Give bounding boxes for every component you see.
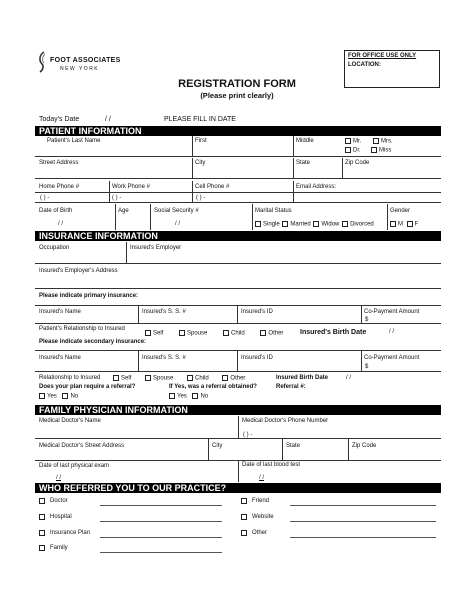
referral-obtained-question: If Yes, was a referral obtained? <box>169 384 257 390</box>
referred-hospital-label: Hospital <box>50 514 72 520</box>
first-name-label: First <box>195 138 207 144</box>
spouse-label: Spouse <box>187 330 208 337</box>
title-dr[interactable] <box>345 147 361 155</box>
last-blood-label: Date of last blood test <box>242 462 301 468</box>
divorced-checkbox[interactable] <box>342 221 348 227</box>
referred-family-label: Family <box>50 545 68 551</box>
copay-label: Co-Payment Amount <box>364 309 420 315</box>
doctor-checkbox[interactable] <box>39 498 45 504</box>
single-label: Single <box>263 221 280 228</box>
self-checkbox[interactable] <box>145 330 151 336</box>
spouse-2-label: Spouse <box>153 375 174 382</box>
title-miss[interactable] <box>371 147 391 155</box>
form-title: REGISTRATION FORM <box>178 78 296 90</box>
city-label: City <box>195 160 206 166</box>
secondary-insurance-label: Please indicate secondary insurance: <box>39 339 147 345</box>
doctor-name-label: Medical Doctor's Name <box>39 418 101 424</box>
relationship-options <box>145 330 283 338</box>
insured-id-2-label: Insured's ID <box>241 355 273 361</box>
marital-label: Marital Status <box>255 208 292 214</box>
obtained-no-label: No <box>200 393 209 400</box>
marital-options <box>255 221 374 229</box>
mr-label: Mr. <box>353 138 362 145</box>
todays-date-field[interactable]: / / <box>105 116 111 123</box>
street-address-label: Street Address <box>39 160 79 166</box>
referral-yes-label: Yes <box>47 393 57 400</box>
todays-date-label: Today's Date <box>39 116 80 123</box>
referral-yes-checkbox[interactable] <box>39 393 45 399</box>
mr-checkbox[interactable] <box>345 138 351 144</box>
cell-phone-field[interactable]: ( ) - <box>196 195 206 201</box>
home-phone-field[interactable]: ( ) - <box>40 195 50 201</box>
doctor-phone-label: Medical Doctor's Phone Number <box>242 418 329 424</box>
obtained-yes-label: Yes <box>177 393 187 400</box>
work-phone-label: Work Phone # <box>112 184 150 190</box>
title-mr[interactable] <box>345 138 361 146</box>
last-exam-field[interactable]: / / <box>56 475 62 481</box>
insured-birth-date-field[interactable]: / / <box>389 329 395 335</box>
referral-question: Does your plan require a referral? <box>39 384 136 390</box>
title-mrs[interactable] <box>373 138 393 146</box>
obtained-yes-checkbox[interactable] <box>169 393 175 399</box>
mrs-label: Mrs. <box>381 138 393 145</box>
married-label: Married <box>290 221 311 228</box>
dr-checkbox[interactable] <box>345 147 351 153</box>
child-2-checkbox[interactable] <box>187 375 193 381</box>
last-blood-field[interactable]: / / <box>259 475 265 481</box>
website-checkbox[interactable] <box>241 514 247 520</box>
relationship-2-options <box>113 375 245 383</box>
referral-no-checkbox[interactable] <box>62 393 68 399</box>
child-checkbox[interactable] <box>223 330 229 336</box>
logo-city: NEW YORK <box>60 66 100 72</box>
female-label: F <box>414 221 419 228</box>
referred-section-header: WHO REFERRED YOU TO OUR PRACTICE? <box>35 483 441 493</box>
zip-label: Zip Code <box>345 160 370 166</box>
insured-ssn-2-label: Insured's S. S. # <box>142 355 186 361</box>
other-label: Other <box>268 330 284 337</box>
ssn-label: Social Security # <box>154 208 199 214</box>
insured-birth-date-2-label: Insured Birth Date <box>276 375 329 381</box>
insured-ssn-label: Insured's S. S. # <box>142 309 186 315</box>
logo-name: FOOT ASSOCIATES <box>50 57 121 64</box>
relationship-2-label: Relationship to Insured <box>39 375 101 381</box>
friend-checkbox[interactable] <box>241 498 247 504</box>
other-referral-checkbox[interactable] <box>241 530 247 536</box>
office-location: LOCATION: <box>348 62 381 68</box>
other-checkbox[interactable] <box>260 330 266 336</box>
copay-2-dollar[interactable]: $ <box>365 364 369 370</box>
referral-obtained-options <box>169 393 208 401</box>
insurance-plan-checkbox[interactable] <box>39 530 45 536</box>
foot-logo-icon <box>36 51 50 73</box>
other-2-checkbox[interactable] <box>222 375 228 381</box>
ssn-field[interactable]: / / <box>175 221 181 227</box>
child-2-label: Child <box>195 375 209 382</box>
home-phone-label: Home Phone # <box>39 184 80 190</box>
primary-insurance-label: Please indicate primary insurance: <box>39 293 139 299</box>
referred-friend-label: Friend <box>252 498 270 504</box>
spouse-checkbox[interactable] <box>179 330 185 336</box>
doctor-city-label: City <box>212 443 223 449</box>
dob-label: Date of Birth <box>39 208 73 214</box>
patient-section-header: PATIENT INFORMATION <box>35 126 441 136</box>
insured-name-label: Insured's Name <box>39 309 81 315</box>
relationship-label: Patient's Relationship to Insured <box>39 326 125 332</box>
widow-label: Widow <box>321 221 340 228</box>
insured-birth-date-2-field[interactable]: / / <box>346 375 352 381</box>
dr-label: Dr. <box>353 147 361 154</box>
mrs-checkbox[interactable] <box>373 138 379 144</box>
doctor-street-label: Medical Doctor's Street Address <box>39 443 125 449</box>
male-checkbox[interactable] <box>390 221 396 227</box>
self-label: Self <box>153 330 164 337</box>
middle-name-label: Middle <box>296 138 314 144</box>
self-2-label: Self <box>121 375 132 382</box>
form-subtitle: (Please print clearly) <box>200 91 274 100</box>
female-checkbox[interactable] <box>407 221 413 227</box>
child-label: Child <box>231 330 245 337</box>
copay-dollar[interactable]: $ <box>365 317 369 323</box>
obtained-no-checkbox[interactable] <box>192 393 198 399</box>
insured-name-2-label: Insured's Name <box>39 355 81 361</box>
male-label: M <box>398 221 403 228</box>
work-phone-field[interactable]: ( ) - <box>112 195 122 201</box>
age-label: Age <box>118 208 129 214</box>
referred-doctor-label: Doctor <box>50 498 68 504</box>
miss-checkbox[interactable] <box>371 147 377 153</box>
referred-other-label: Other <box>252 530 268 536</box>
single-checkbox[interactable] <box>255 221 261 227</box>
fill-in-date-note: PLEASE FILL IN DATE <box>164 116 236 123</box>
last-name-label: Patient's Last Name <box>47 138 101 144</box>
gender-options <box>390 221 418 229</box>
family-section-header: FAMILY PHYSICIAN INFORMATION <box>35 405 441 415</box>
insured-id-label: Insured's ID <box>241 309 273 315</box>
referred-website-label: Website <box>252 514 274 520</box>
doctor-state-label: State <box>286 443 301 449</box>
insured-birth-date-label: Insured's Birth Date <box>300 329 367 336</box>
married-checkbox[interactable] <box>282 221 288 227</box>
office-title: FOR OFFICE USE ONLY <box>348 53 417 59</box>
self-2-checkbox[interactable] <box>113 375 119 381</box>
divorced-label: Divorced <box>350 221 374 228</box>
state-label: State <box>296 160 311 166</box>
dob-field[interactable]: / / <box>58 221 64 227</box>
widow-checkbox[interactable] <box>313 221 319 227</box>
insurance-section-header: INSURANCE INFORMATION <box>35 231 441 241</box>
gender-label: Gender <box>390 208 411 214</box>
occupation-label: Occupation <box>39 245 70 251</box>
referred-insurance-label: Insurance Plan <box>50 530 91 536</box>
doctor-zip-label: Zip Code <box>352 443 377 449</box>
employer-address-label: Insured's Employer's Address <box>39 268 118 274</box>
copay-2-label: Co-Payment Amount <box>364 355 420 361</box>
employer-label: Insured's Employer <box>130 245 182 251</box>
other-2-label: Other <box>230 375 246 382</box>
last-exam-label: Date of last physical exam <box>39 463 110 469</box>
hospital-checkbox[interactable] <box>39 514 45 520</box>
family-checkbox[interactable] <box>39 545 45 551</box>
spouse-2-checkbox[interactable] <box>145 375 151 381</box>
referral-no-label: No <box>70 393 79 400</box>
referral-number-label: Referral #: <box>276 384 306 390</box>
email-label: Email Address: <box>296 184 337 190</box>
doctor-phone-field[interactable]: ( ) - <box>243 432 253 438</box>
miss-label: Miss <box>379 147 392 154</box>
referral-options <box>39 393 78 401</box>
cell-phone-label: Cell Phone # <box>195 184 230 190</box>
